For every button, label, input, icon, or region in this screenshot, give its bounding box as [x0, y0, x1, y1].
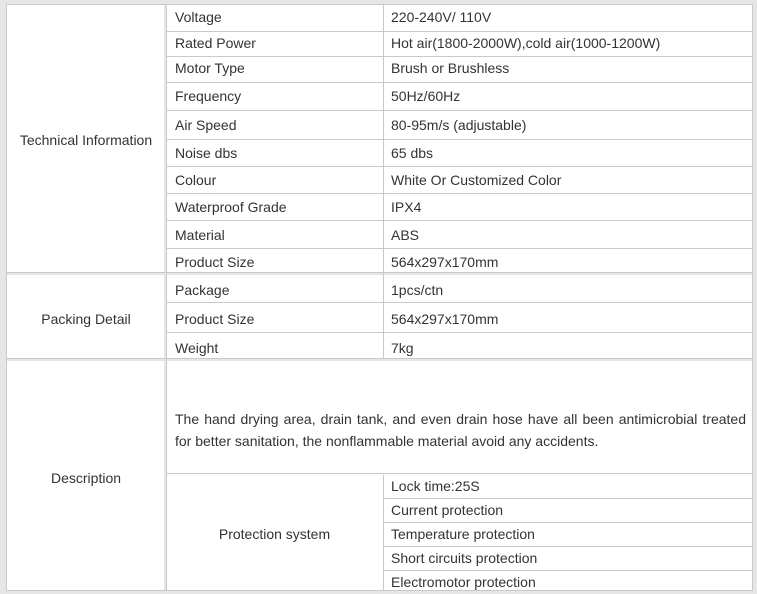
- spec-value: ABS: [391, 227, 420, 243]
- spec-value: 80-95m/s (adjustable): [391, 117, 527, 133]
- section-title-packing: Packing Detail: [41, 311, 131, 327]
- spec-value: 65 dbs: [391, 145, 434, 161]
- spec-value: 564x297x170mm: [391, 311, 499, 327]
- spec-label: Product Size: [175, 311, 255, 327]
- protection-item: Current protection: [391, 502, 504, 518]
- protection-item: Electromotor protection: [391, 574, 536, 590]
- spec-label: Package: [175, 282, 230, 298]
- spec-value: 220-240V/ 110V: [391, 9, 492, 25]
- spec-value: IPX4: [391, 199, 422, 215]
- spec-label: Weight: [175, 340, 219, 356]
- spec-label: Voltage: [175, 9, 222, 25]
- spec-label: Material: [175, 227, 225, 243]
- spec-value: 7kg: [391, 340, 414, 356]
- section-title-technical: Technical Information: [19, 132, 153, 148]
- spec-value: 564x297x170mm: [391, 254, 499, 270]
- spec-label: Motor Type: [175, 60, 245, 76]
- spec-label: Noise dbs: [175, 145, 238, 161]
- spec-label: Frequency: [175, 88, 242, 104]
- spec-value: Hot air(1800-2000W),cold air(1000-1200W): [391, 35, 661, 51]
- spec-value: 1pcs/ctn: [391, 282, 444, 298]
- protection-item: Temperature protection: [391, 526, 535, 542]
- spec-value: White Or Customized Color: [391, 172, 562, 188]
- spec-label: Colour: [175, 172, 217, 188]
- spec-label: Waterproof Grade: [175, 199, 287, 215]
- description-text: The hand drying area, drain tank, and even drain hose have all been antimicrobial treated for better sanitation, the nonflammable material avoid any accidents.: [175, 411, 746, 449]
- protection-item: Short circuits protection: [391, 550, 538, 566]
- spec-value: 50Hz/60Hz: [391, 88, 461, 104]
- protection-system-label: Protection system: [218, 526, 331, 542]
- protection-item: Lock time:25S: [391, 478, 480, 494]
- section-title-description: Description: [50, 470, 122, 486]
- spec-label: Product Size: [175, 254, 255, 270]
- spec-label: Air Speed: [175, 117, 237, 133]
- spec-value: Brush or Brushless: [391, 60, 510, 76]
- spec-label: Rated Power: [175, 35, 256, 51]
